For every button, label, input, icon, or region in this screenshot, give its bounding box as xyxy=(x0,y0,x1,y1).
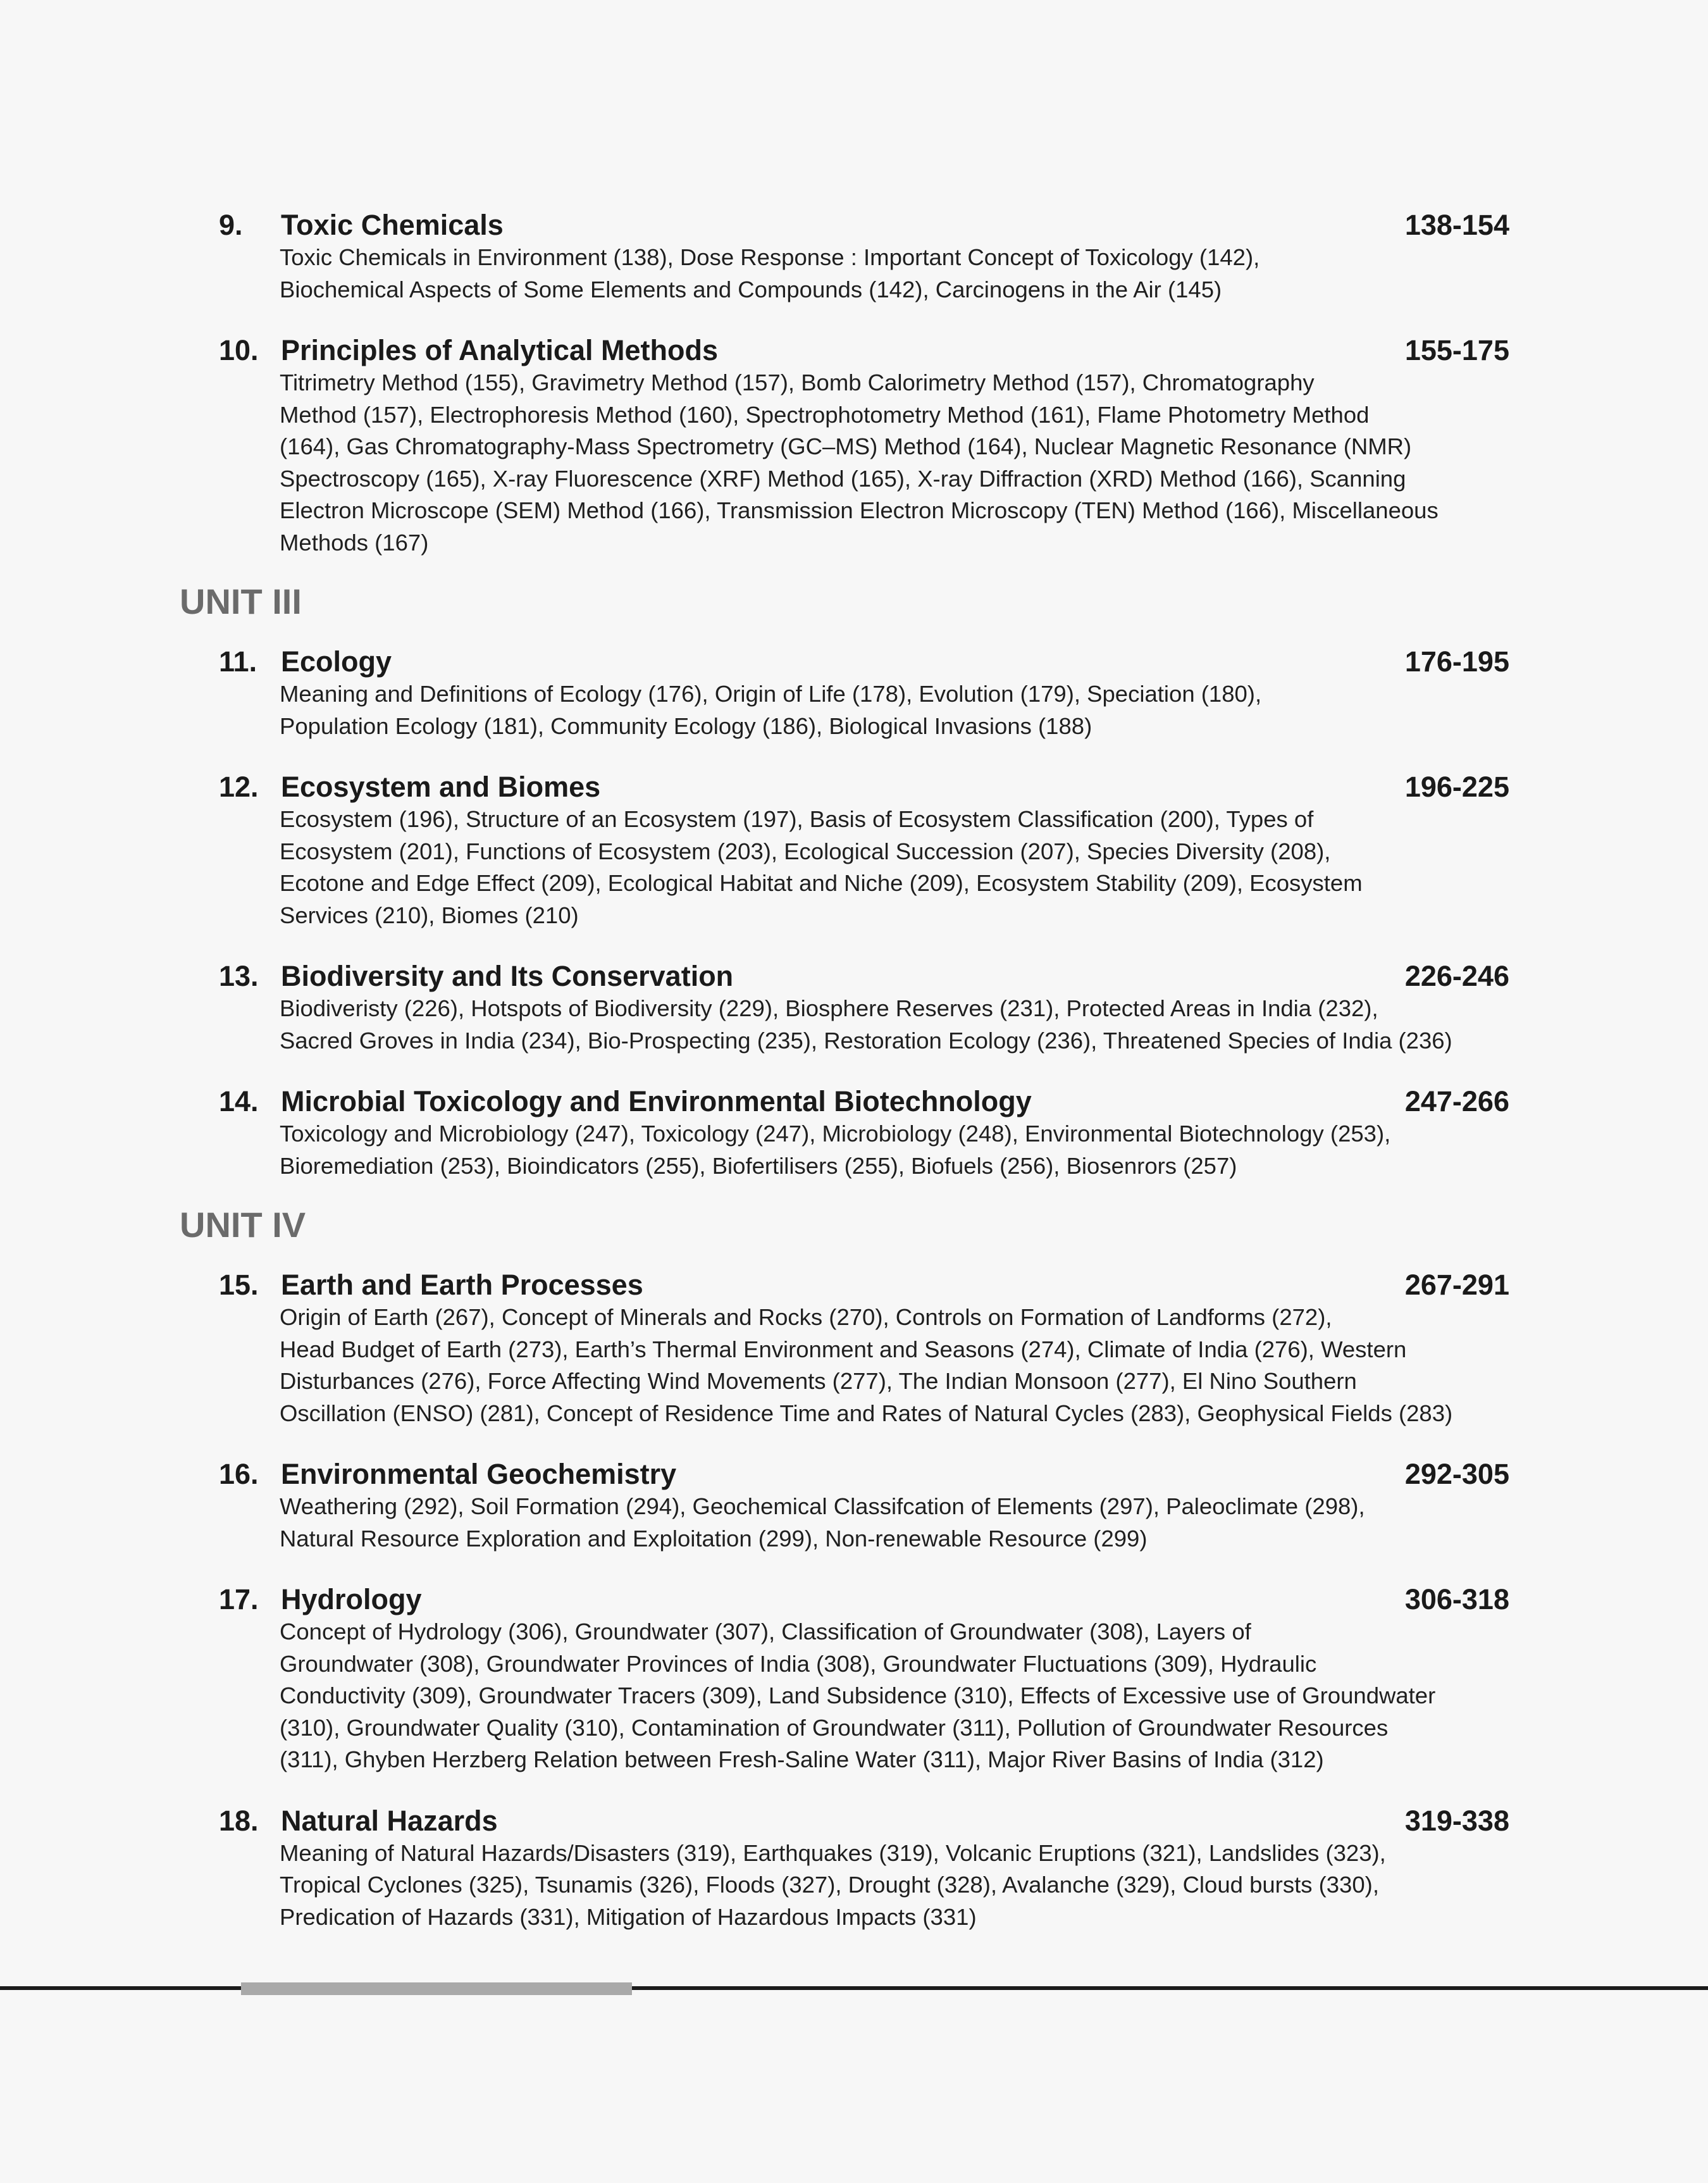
chapter-page-range: 196-225 xyxy=(1404,771,1509,803)
topic-line: Weathering (292), Soil Formation (294), Geochemical Classifcation of Elements (297), Paleoclimate (298), xyxy=(280,1493,1365,1519)
topic-line: Head Budget of Earth (273), Earth’s Thermal Environment and Seasons (274), Climate of India (276), Western xyxy=(280,1336,1407,1362)
footer-accent-bar xyxy=(241,1982,632,1995)
topic-line: Electron Microscope (SEM) Method (166), Transmission Electron Microscopy (TEN) Method (166), Miscellaneous xyxy=(280,497,1439,523)
chapter-header xyxy=(180,1797,1509,1841)
chapter-title: Hydrology xyxy=(281,1583,422,1615)
chapter-page-range: 155-175 xyxy=(1404,334,1509,366)
chapter-topics xyxy=(280,993,1509,1057)
chapter-page-range: 138-154 xyxy=(1404,209,1509,241)
chapter-header xyxy=(180,763,1509,807)
topic-line: Conductivity (309), Groundwater Tracers (309), Land Subsidence (310), Effects of Excessive use of Groundwater xyxy=(280,1682,1436,1708)
topic-line: Ecosystem (201), Functions of Ecosystem (203), Ecological Succession (207), Species Diversity (208), xyxy=(280,838,1331,864)
chapter-topics xyxy=(280,804,1509,931)
chapter-page-range: 176-195 xyxy=(1404,645,1509,678)
chapter-topics xyxy=(280,242,1509,306)
chapter-number: 14. xyxy=(219,1085,259,1117)
topic-line: Biodiveristy (226), Hotspots of Biodiversity (229), Biosphere Reserves (231), Protected Areas in India (232), xyxy=(280,995,1378,1021)
chapter-topics xyxy=(280,1302,1509,1429)
chapter-topics xyxy=(280,1118,1509,1182)
topic-line: Bioremediation (253), Bioindicators (255), Biofertilisers (255), Biofuels (256), Biosenrors (257) xyxy=(280,1152,1237,1179)
chapter-title: Principles of Analytical Methods xyxy=(281,334,718,366)
unit-heading: UNIT III xyxy=(180,582,302,621)
topic-line: Titrimetry Method (155), Gravimetry Method (157), Bomb Calorimetry Method (157), Chromatography xyxy=(280,370,1315,395)
chapter-number: 9. xyxy=(219,209,243,241)
topic-line: Toxicology and Microbiology (247), Toxicology (247), Microbiology (248), Environmental Biotechnology (253), xyxy=(280,1121,1391,1147)
chapter-title: Ecosystem and Biomes xyxy=(281,771,601,803)
chapter-topics xyxy=(280,1838,1509,1934)
chapter-entry xyxy=(180,1797,1509,1934)
topic-line: (164), Gas Chromatography-Mass Spectrometry (GC–MS) Method (164), Nuclear Magnetic Resonance (NMR) xyxy=(280,433,1412,459)
topic-line: Oscillation (ENSO) (281), Concept of Residence Time and Rates of Natural Cycles (283), Geophysical Fields (283) xyxy=(280,1400,1453,1426)
topic-line: Natural Resource Exploration and Exploitation (299), Non-renewable Resource (299) xyxy=(280,1525,1148,1552)
topic-line: (311), Ghyben Herzberg Relation between Fresh-Saline Water (311), Major River Basins of India (312) xyxy=(280,1746,1324,1772)
chapter-number: 16. xyxy=(219,1458,259,1490)
topic-line: (310), Groundwater Quality (310), Contamination of Groundwater (311), Pollution of Groundwater Resources xyxy=(280,1714,1389,1741)
chapter-entry xyxy=(180,1078,1509,1182)
chapter-number: 15. xyxy=(219,1269,259,1301)
chapter-title: Toxic Chemicals xyxy=(281,209,504,241)
chapter-number: 12. xyxy=(219,771,259,803)
topic-line: Disturbances (276), Force Affecting Wind Movements (277), The Indian Monsoon (277), El Nino Southern xyxy=(280,1368,1357,1394)
chapter-page-range: 247-266 xyxy=(1404,1085,1509,1117)
chapter-number: 13. xyxy=(219,960,259,992)
topic-line: Method (157), Electrophoresis Method (160), Spectrophotometry Method (161), Flame Photometry Method xyxy=(280,401,1370,428)
chapter-number: 10. xyxy=(219,334,259,366)
chapter-topics xyxy=(280,1616,1509,1776)
chapter-page-range: 306-318 xyxy=(1404,1583,1509,1615)
chapter-entry xyxy=(180,638,1509,742)
chapter-header xyxy=(180,1078,1509,1122)
topic-line: Ecosystem (196), Structure of an Ecosystem (197), Basis of Ecosystem Classification (200), Types of xyxy=(280,806,1314,832)
topic-line: Meaning of Natural Hazards/Disasters (319), Earthquakes (319), Volcanic Eruptions (321), Landslides (323), xyxy=(280,1839,1386,1866)
chapter-header xyxy=(180,1576,1509,1620)
topic-line: Tropical Cyclones (325), Tsunamis (326), Floods (327), Drought (328), Avalanche (329), Cloud bursts (330), xyxy=(280,1872,1379,1898)
table-of-contents xyxy=(180,201,1509,1954)
chapter-page-range: 226-246 xyxy=(1404,960,1509,992)
chapter-header xyxy=(180,201,1509,246)
chapter-header xyxy=(180,638,1509,682)
topic-line: Origin of Earth (267), Concept of Minerals and Rocks (270), Controls on Formation of Landforms (272), xyxy=(280,1304,1332,1330)
chapter-entry xyxy=(180,1261,1509,1429)
topic-line: Spectroscopy (165), X-ray Fluorescence (XRF) Method (165), X-ray Diffraction (XRD) Method (166), Scanning xyxy=(280,465,1406,492)
chapter-title: Microbial Toxicology and Environmental Biotechnology xyxy=(281,1085,1032,1117)
chapter-entry xyxy=(180,763,1509,931)
chapter-topics xyxy=(280,367,1509,559)
chapter-title: Natural Hazards xyxy=(281,1804,498,1837)
chapter-title: Environmental Geochemistry xyxy=(281,1458,677,1490)
chapter-page-range: 319-338 xyxy=(1404,1804,1509,1837)
chapter-title: Biodiversity and Its Conservation xyxy=(281,960,734,992)
chapter-entry xyxy=(180,201,1509,306)
chapter-entry xyxy=(180,327,1509,559)
topic-line: Services (210), Biomes (210) xyxy=(280,902,579,928)
chapter-page-range: 267-291 xyxy=(1404,1269,1509,1301)
topic-line: Sacred Groves in India (234), Bio-Prospecting (235), Restoration Ecology (236), Threatened Species of India (236) xyxy=(280,1027,1452,1054)
chapter-header xyxy=(180,1450,1509,1495)
chapter-title: Ecology xyxy=(281,645,392,678)
unit-heading: UNIT IV xyxy=(180,1205,306,1245)
chapter-entry xyxy=(180,1450,1509,1555)
topic-line: Concept of Hydrology (306), Groundwater (307), Classification of Groundwater (308), Layers of xyxy=(280,1619,1251,1645)
chapter-number: 17. xyxy=(219,1583,259,1615)
chapter-topics xyxy=(280,678,1509,742)
chapter-header xyxy=(180,952,1509,997)
topic-line: Population Ecology (181), Community Ecology (186), Biological Invasions (188) xyxy=(280,712,1092,739)
topic-line: Groundwater (308), Groundwater Provinces of India (308), Groundwater Fluctuations (309), Hydraulic xyxy=(280,1650,1317,1677)
chapter-page-range: 292-305 xyxy=(1404,1458,1509,1490)
chapter-topics xyxy=(280,1491,1509,1555)
chapter-number: 18. xyxy=(219,1804,259,1837)
chapter-number: 11. xyxy=(219,645,257,678)
topic-line: Methods (167) xyxy=(280,529,429,556)
topic-line: Biochemical Aspects of Some Elements and Compounds (142), Carcinogens in the Air (145) xyxy=(280,276,1222,302)
topic-line: Predication of Hazards (331), Mitigation of Hazardous Impacts (331) xyxy=(280,1903,977,1930)
chapter-entry xyxy=(180,1576,1509,1776)
chapter-header xyxy=(180,1261,1509,1305)
topic-line: Meaning and Definitions of Ecology (176), Origin of Life (178), Evolution (179), Speciation (180), xyxy=(280,681,1262,707)
topic-line: Ecotone and Edge Effect (209), Ecological Habitat and Niche (209), Ecosystem Stability (209), Ecosystem xyxy=(280,870,1363,896)
chapter-entry xyxy=(180,952,1509,1057)
topic-line: Toxic Chemicals in Environment (138), Dose Response : Important Concept of Toxicology (142), xyxy=(280,244,1260,270)
chapter-title: Earth and Earth Processes xyxy=(281,1269,643,1301)
chapter-header xyxy=(180,327,1509,371)
